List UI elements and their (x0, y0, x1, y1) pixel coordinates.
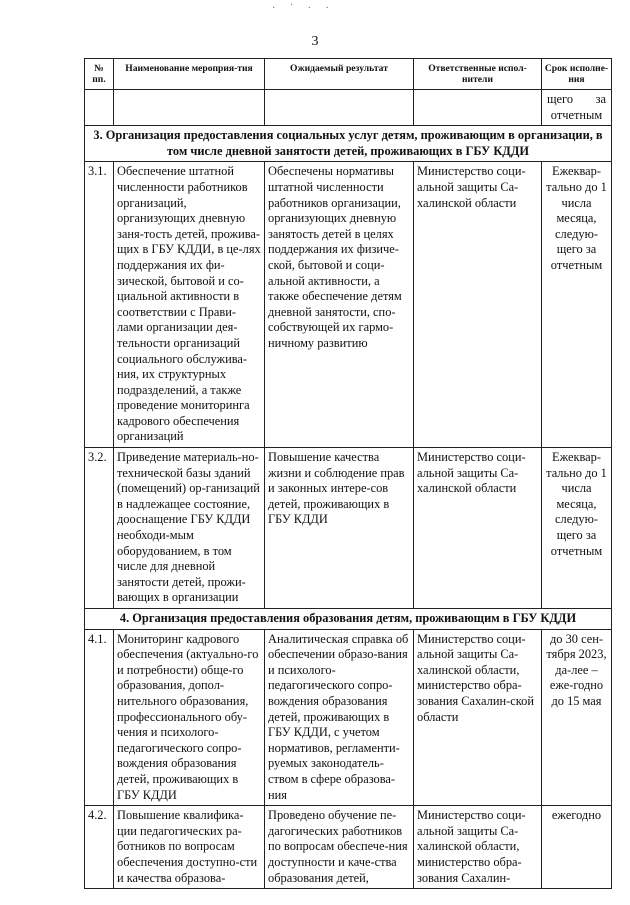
row-deadline: ежегодно (542, 806, 612, 889)
row-name: Обеспечение штатной численности работников организаций, организующих дневную заня-тость детей, прожива-щих в ГБУ КДДИ, в це-лях поддержания их фи-зической, бытовой и со-циальной активности в соответствии с Прави-лами организации дея-тельности организаций социального обслужива-ния, их структурных подразделений, а также проведение мониторинга кадрового обеспечения организаций (114, 162, 265, 448)
header-row (85, 59, 612, 90)
row-name: Мониторинг кадрового обеспечения (актуально-го и потребности) обще-го образования, допол-нительного образования, профессионального обу-чения и психолого-педагогического сопро-вождения образования детей, проживающих в ГБУ КДДИ (114, 629, 265, 806)
table-row (85, 806, 612, 889)
row-name: Приведение материаль-но-технической базы зданий (помещений) ор-ганизаций в надлежащее состояние, дооснащение ГБУ КДДИ необходи-мым оборудованием, в том числе для дневной занятости детей, прожи-вающих в организации (114, 448, 265, 609)
scan-specks: · ˙ · · (272, 3, 335, 14)
row-responsible: Министерство соци-альной защиты Са-халинской области, министерство обра-зования Сахалин-ской области (414, 629, 542, 806)
cont-result (265, 90, 414, 126)
page-number: 3 (311, 34, 319, 49)
header-deadline: Срок исполне-ния (542, 59, 612, 90)
cont-deadline (542, 90, 612, 126)
header-responsible: Ответственные испол-нители (414, 59, 542, 90)
header-name: Наименование мероприя-тия (114, 59, 265, 90)
row-responsible: Министерство соци-альной защиты Са-халинской области (414, 162, 542, 448)
row-name: Повышение квалифика-ции педагогических ра-ботников по вопросам обеспечения доступно-сти и качества образова- (114, 806, 265, 889)
row-result: Проведено обучение пе-дагогических работников по вопросам обеспече-ния доступности и каче-ства образования детей, (265, 806, 414, 889)
row-result: Повышение качества жизни и соблюдение прав и законных интере-сов детей, проживающих в ГБУ КДДИ (265, 448, 414, 609)
row-no: 3.2. (85, 448, 114, 609)
row-deadline: Ежеквар-тально до 1 числа месяца, следую-щего за отчетным (542, 448, 612, 609)
cont-responsible (414, 90, 542, 126)
section-title: 4. Организация предоставления образования детям, проживающим в ГБУ КДДИ (85, 609, 612, 630)
cont-name (114, 90, 265, 126)
row-no: 4.1. (85, 629, 114, 806)
plan-table (84, 58, 612, 889)
continuation-row (85, 90, 612, 126)
row-responsible: Министерство соци-альной защиты Са-халинской области (414, 448, 542, 609)
cont-deadline-word2: за (595, 92, 606, 106)
row-no: 4.2. (85, 806, 114, 889)
section-3-title-row (85, 126, 612, 162)
header-result: Ожидаемый результат (265, 59, 414, 90)
table-row (85, 629, 612, 806)
row-responsible: Министерство соци-альной защиты Са-халинской области, министерство обра-зования Сахалин- (414, 806, 542, 889)
row-result: Аналитическая справка об обеспечении образо-вания и психолого-педагогического сопро-вождения образования детей, проживающих в ГБУ КДДИ, с учетом нормативов, регламенти-руемых законодатель-ством в сфере образова-ния (265, 629, 414, 806)
cont-no (85, 90, 114, 126)
row-no: 3.1. (85, 162, 114, 448)
cont-deadline-word3: отчетным (550, 107, 603, 122)
section-title: 3. Организация предоставления социальных услуг детям, проживающим в организации, в том числе дневной занятости детей, проживающих в ГБУ КДДИ (85, 126, 612, 162)
section-4-title-row (85, 609, 612, 630)
row-deadline: Ежеквар-тально до 1 числа месяца, следую-щего за отчетным (542, 162, 612, 448)
row-result: Обеспечены нормативы штатной численности работников организации, организующих дневную занятость детей в целях поддержания их физиче-ской, бытовой и соци-альной активности, а также обеспечение детям дневной занятости, спо-собствующей их гармо-ничному развитию (265, 162, 414, 448)
table-row (85, 448, 612, 609)
header-no: № пп. (85, 59, 114, 90)
table-row (85, 162, 612, 448)
row-deadline: до 30 сен-тября 2023, да-лее – еже-годно до 15 мая (542, 629, 612, 806)
cont-deadline-word1: щего (547, 92, 574, 106)
